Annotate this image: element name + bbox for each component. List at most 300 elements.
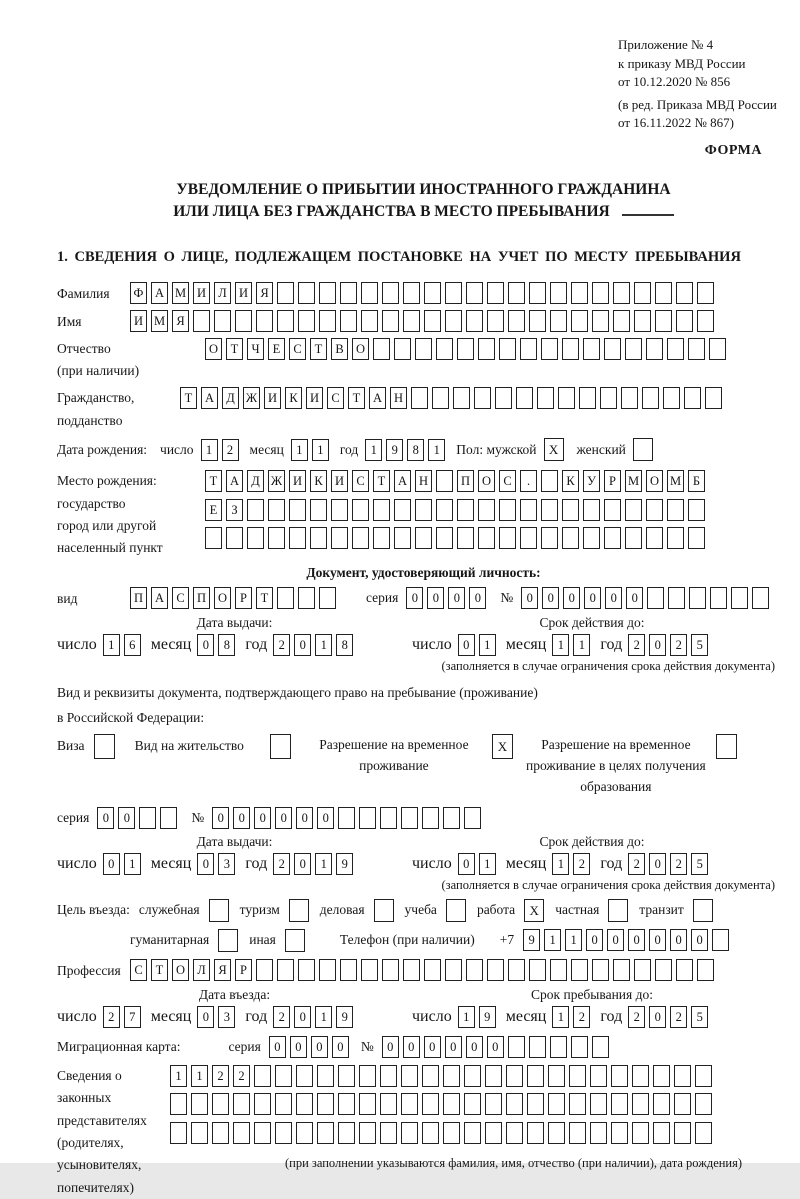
char-cell[interactable]: И — [130, 310, 147, 332]
char-cell[interactable]: К — [285, 387, 302, 409]
char-cell[interactable] — [464, 1122, 481, 1144]
char-cell[interactable] — [382, 959, 399, 981]
char-cell[interactable] — [139, 807, 156, 829]
char-cell[interactable]: О — [172, 959, 189, 981]
char-cell[interactable] — [298, 310, 315, 332]
char-cell[interactable] — [655, 959, 672, 981]
char-cell[interactable] — [676, 282, 693, 304]
char-cell[interactable] — [415, 338, 432, 360]
char-cell[interactable] — [382, 282, 399, 304]
char-cell[interactable] — [499, 527, 516, 549]
char-cell[interactable] — [373, 527, 390, 549]
char-cell[interactable]: С — [499, 470, 516, 492]
char-cell[interactable] — [298, 282, 315, 304]
char-cell[interactable] — [506, 1065, 523, 1087]
char-cell[interactable]: 0 — [275, 807, 292, 829]
char-cell[interactable] — [380, 1122, 397, 1144]
char-cell[interactable] — [359, 1093, 376, 1115]
char-cell[interactable]: 2 — [670, 853, 687, 875]
char-cell[interactable]: У — [583, 470, 600, 492]
purpose-transit-checkbox[interactable] — [693, 899, 713, 922]
char-cell[interactable] — [235, 310, 252, 332]
char-cell[interactable] — [422, 1093, 439, 1115]
char-cell[interactable]: 1 — [103, 634, 120, 656]
char-cell[interactable] — [457, 338, 474, 360]
char-cell[interactable] — [424, 310, 441, 332]
char-cell[interactable] — [520, 527, 537, 549]
char-cell[interactable] — [394, 338, 411, 360]
char-cell[interactable]: Ж — [268, 470, 285, 492]
char-cell[interactable]: 2 — [212, 1065, 229, 1087]
char-cell[interactable]: 1 — [312, 439, 329, 461]
char-cell[interactable]: С — [172, 587, 189, 609]
char-cell[interactable]: Н — [390, 387, 407, 409]
char-cell[interactable] — [558, 387, 575, 409]
char-cell[interactable] — [256, 310, 273, 332]
char-cell[interactable]: Т — [348, 387, 365, 409]
char-cell[interactable] — [583, 338, 600, 360]
char-cell[interactable] — [604, 338, 621, 360]
char-cell[interactable] — [277, 282, 294, 304]
char-cell[interactable] — [254, 1065, 271, 1087]
char-cell[interactable] — [632, 1065, 649, 1087]
char-cell[interactable] — [520, 499, 537, 521]
char-cell[interactable] — [212, 1122, 229, 1144]
char-cell[interactable] — [338, 807, 355, 829]
char-cell[interactable] — [268, 499, 285, 521]
char-cell[interactable] — [527, 1122, 544, 1144]
char-cell[interactable]: И — [193, 282, 210, 304]
char-cell[interactable]: И — [289, 470, 306, 492]
char-cell[interactable]: П — [457, 470, 474, 492]
char-cell[interactable] — [520, 338, 537, 360]
char-cell[interactable]: 0 — [290, 1036, 307, 1058]
char-cell[interactable] — [529, 959, 546, 981]
char-cell[interactable]: 5 — [691, 1006, 708, 1028]
char-cell[interactable]: О — [214, 587, 231, 609]
purpose-study-checkbox[interactable] — [446, 899, 466, 922]
char-cell[interactable]: 1 — [124, 853, 141, 875]
char-cell[interactable]: 2 — [670, 1006, 687, 1028]
char-cell[interactable]: 0 — [649, 1006, 666, 1028]
char-cell[interactable]: Р — [235, 959, 252, 981]
char-cell[interactable]: 0 — [212, 807, 229, 829]
char-cell[interactable] — [478, 499, 495, 521]
char-cell[interactable] — [604, 499, 621, 521]
char-cell[interactable] — [352, 527, 369, 549]
char-cell[interactable] — [655, 310, 672, 332]
char-cell[interactable]: 0 — [197, 1006, 214, 1028]
char-cell[interactable] — [317, 1122, 334, 1144]
char-cell[interactable]: . — [520, 470, 537, 492]
char-cell[interactable]: М — [667, 470, 684, 492]
char-cell[interactable] — [541, 338, 558, 360]
char-cell[interactable] — [422, 807, 439, 829]
char-cell[interactable] — [569, 1093, 586, 1115]
char-cell[interactable]: 9 — [336, 853, 353, 875]
char-cell[interactable]: С — [352, 470, 369, 492]
char-cell[interactable] — [731, 587, 748, 609]
char-cell[interactable]: 0 — [521, 587, 538, 609]
char-cell[interactable] — [695, 1065, 712, 1087]
char-cell[interactable]: 0 — [542, 587, 559, 609]
purpose-private-checkbox[interactable] — [608, 899, 628, 922]
char-cell[interactable] — [495, 387, 512, 409]
char-cell[interactable]: 1 — [565, 929, 582, 951]
char-cell[interactable] — [571, 959, 588, 981]
char-cell[interactable] — [548, 1065, 565, 1087]
char-cell[interactable]: С — [327, 387, 344, 409]
char-cell[interactable] — [646, 527, 663, 549]
char-cell[interactable] — [625, 527, 642, 549]
char-cell[interactable] — [338, 1065, 355, 1087]
char-cell[interactable] — [432, 387, 449, 409]
char-cell[interactable] — [697, 310, 714, 332]
char-cell[interactable] — [625, 499, 642, 521]
char-cell[interactable] — [508, 1036, 525, 1058]
char-cell[interactable] — [411, 387, 428, 409]
char-cell[interactable]: 0 — [118, 807, 135, 829]
char-cell[interactable] — [170, 1122, 187, 1144]
char-cell[interactable] — [506, 1093, 523, 1115]
char-cell[interactable] — [613, 959, 630, 981]
char-cell[interactable]: И — [306, 387, 323, 409]
char-cell[interactable]: 0 — [254, 807, 271, 829]
char-cell[interactable] — [436, 527, 453, 549]
char-cell[interactable]: 1 — [191, 1065, 208, 1087]
char-cell[interactable] — [537, 387, 554, 409]
char-cell[interactable] — [317, 1093, 334, 1115]
char-cell[interactable] — [373, 499, 390, 521]
char-cell[interactable]: К — [310, 470, 327, 492]
char-cell[interactable] — [359, 1065, 376, 1087]
char-cell[interactable] — [611, 1122, 628, 1144]
char-cell[interactable]: 0 — [103, 853, 120, 875]
char-cell[interactable] — [508, 959, 525, 981]
char-cell[interactable]: А — [151, 282, 168, 304]
char-cell[interactable] — [403, 959, 420, 981]
char-cell[interactable] — [233, 1122, 250, 1144]
char-cell[interactable] — [436, 499, 453, 521]
char-cell[interactable]: 0 — [649, 634, 666, 656]
char-cell[interactable]: 1 — [315, 853, 332, 875]
char-cell[interactable] — [214, 310, 231, 332]
char-cell[interactable]: 2 — [233, 1065, 250, 1087]
char-cell[interactable]: 0 — [233, 807, 250, 829]
char-cell[interactable]: С — [289, 338, 306, 360]
char-cell[interactable]: 2 — [670, 634, 687, 656]
char-cell[interactable]: 9 — [523, 929, 540, 951]
purpose-business-checkbox[interactable] — [374, 899, 394, 922]
char-cell[interactable]: Л — [214, 282, 231, 304]
char-cell[interactable]: 7 — [124, 1006, 141, 1028]
char-cell[interactable] — [443, 1122, 460, 1144]
char-cell[interactable] — [296, 1122, 313, 1144]
char-cell[interactable] — [361, 282, 378, 304]
char-cell[interactable] — [569, 1065, 586, 1087]
char-cell[interactable] — [709, 338, 726, 360]
char-cell[interactable]: О — [646, 470, 663, 492]
char-cell[interactable] — [541, 527, 558, 549]
char-cell[interactable]: 0 — [294, 853, 311, 875]
char-cell[interactable]: 0 — [424, 1036, 441, 1058]
char-cell[interactable] — [319, 587, 336, 609]
temporary-residence-education-checkbox[interactable] — [716, 734, 737, 759]
char-cell[interactable]: 1 — [479, 634, 496, 656]
char-cell[interactable]: 0 — [563, 587, 580, 609]
char-cell[interactable] — [401, 807, 418, 829]
char-cell[interactable] — [170, 1093, 187, 1115]
char-cell[interactable]: 0 — [458, 853, 475, 875]
char-cell[interactable]: 2 — [273, 634, 290, 656]
char-cell[interactable] — [499, 338, 516, 360]
char-cell[interactable] — [592, 282, 609, 304]
char-cell[interactable] — [583, 527, 600, 549]
char-cell[interactable] — [697, 959, 714, 981]
char-cell[interactable] — [695, 1122, 712, 1144]
char-cell[interactable]: 0 — [382, 1036, 399, 1058]
char-cell[interactable]: 0 — [445, 1036, 462, 1058]
char-cell[interactable] — [310, 527, 327, 549]
char-cell[interactable] — [401, 1093, 418, 1115]
char-cell[interactable] — [642, 387, 659, 409]
char-cell[interactable]: А — [369, 387, 386, 409]
char-cell[interactable] — [478, 527, 495, 549]
char-cell[interactable]: 0 — [448, 587, 465, 609]
char-cell[interactable]: В — [331, 338, 348, 360]
char-cell[interactable] — [646, 499, 663, 521]
char-cell[interactable]: Т — [310, 338, 327, 360]
visa-checkbox[interactable] — [94, 734, 115, 759]
char-cell[interactable]: Т — [205, 470, 222, 492]
char-cell[interactable] — [466, 310, 483, 332]
char-cell[interactable]: 0 — [607, 929, 624, 951]
char-cell[interactable]: Р — [235, 587, 252, 609]
char-cell[interactable]: 2 — [273, 853, 290, 875]
char-cell[interactable]: И — [264, 387, 281, 409]
char-cell[interactable] — [550, 310, 567, 332]
char-cell[interactable] — [380, 1093, 397, 1115]
purpose-work-checkbox[interactable]: X — [524, 899, 544, 922]
char-cell[interactable] — [422, 1065, 439, 1087]
residence-permit-checkbox[interactable] — [270, 734, 291, 759]
char-cell[interactable]: 0 — [427, 587, 444, 609]
char-cell[interactable] — [562, 499, 579, 521]
char-cell[interactable] — [340, 282, 357, 304]
char-cell[interactable] — [632, 1093, 649, 1115]
char-cell[interactable] — [697, 282, 714, 304]
char-cell[interactable] — [277, 959, 294, 981]
char-cell[interactable]: 8 — [336, 634, 353, 656]
char-cell[interactable] — [550, 959, 567, 981]
char-cell[interactable]: 2 — [273, 1006, 290, 1028]
char-cell[interactable] — [310, 499, 327, 521]
char-cell[interactable] — [684, 387, 701, 409]
char-cell[interactable]: 0 — [197, 634, 214, 656]
char-cell[interactable] — [688, 338, 705, 360]
char-cell[interactable]: О — [478, 470, 495, 492]
char-cell[interactable] — [674, 1093, 691, 1115]
char-cell[interactable] — [277, 587, 294, 609]
char-cell[interactable] — [562, 338, 579, 360]
char-cell[interactable] — [424, 959, 441, 981]
char-cell[interactable]: Ж — [243, 387, 260, 409]
sex-male-checkbox[interactable]: X — [544, 438, 564, 461]
char-cell[interactable] — [695, 1093, 712, 1115]
char-cell[interactable] — [275, 1065, 292, 1087]
char-cell[interactable] — [394, 499, 411, 521]
char-cell[interactable]: 0 — [403, 1036, 420, 1058]
char-cell[interactable] — [466, 959, 483, 981]
char-cell[interactable] — [600, 387, 617, 409]
char-cell[interactable] — [653, 1093, 670, 1115]
char-cell[interactable]: 2 — [573, 853, 590, 875]
char-cell[interactable] — [550, 282, 567, 304]
char-cell[interactable] — [646, 338, 663, 360]
char-cell[interactable]: 1 — [544, 929, 561, 951]
char-cell[interactable] — [474, 387, 491, 409]
char-cell[interactable] — [380, 1065, 397, 1087]
char-cell[interactable]: 0 — [458, 634, 475, 656]
char-cell[interactable] — [403, 310, 420, 332]
char-cell[interactable]: 8 — [407, 439, 424, 461]
char-cell[interactable] — [296, 1065, 313, 1087]
char-cell[interactable] — [569, 1122, 586, 1144]
char-cell[interactable]: Я — [172, 310, 189, 332]
char-cell[interactable] — [676, 310, 693, 332]
char-cell[interactable] — [647, 587, 664, 609]
char-cell[interactable] — [319, 959, 336, 981]
char-cell[interactable] — [424, 282, 441, 304]
char-cell[interactable]: И — [331, 470, 348, 492]
char-cell[interactable] — [443, 1065, 460, 1087]
char-cell[interactable] — [506, 1122, 523, 1144]
char-cell[interactable] — [550, 1036, 567, 1058]
char-cell[interactable]: 0 — [97, 807, 114, 829]
char-cell[interactable]: 0 — [469, 587, 486, 609]
char-cell[interactable] — [445, 959, 462, 981]
char-cell[interactable]: А — [226, 470, 243, 492]
char-cell[interactable]: 2 — [628, 634, 645, 656]
char-cell[interactable] — [541, 499, 558, 521]
char-cell[interactable] — [352, 499, 369, 521]
char-cell[interactable]: А — [394, 470, 411, 492]
char-cell[interactable] — [340, 310, 357, 332]
char-cell[interactable] — [674, 1065, 691, 1087]
char-cell[interactable] — [359, 807, 376, 829]
char-cell[interactable] — [298, 587, 315, 609]
char-cell[interactable]: 0 — [605, 587, 622, 609]
purpose-humanitarian-checkbox[interactable] — [218, 929, 238, 952]
char-cell[interactable]: А — [201, 387, 218, 409]
char-cell[interactable]: 0 — [584, 587, 601, 609]
char-cell[interactable] — [548, 1093, 565, 1115]
char-cell[interactable] — [317, 1065, 334, 1087]
char-cell[interactable] — [592, 1036, 609, 1058]
purpose-official-checkbox[interactable] — [209, 899, 229, 922]
char-cell[interactable]: 6 — [124, 634, 141, 656]
char-cell[interactable] — [415, 527, 432, 549]
char-cell[interactable] — [668, 587, 685, 609]
char-cell[interactable] — [275, 1122, 292, 1144]
char-cell[interactable] — [464, 1065, 481, 1087]
char-cell[interactable] — [289, 499, 306, 521]
char-cell[interactable]: Р — [604, 470, 621, 492]
char-cell[interactable] — [541, 470, 558, 492]
char-cell[interactable] — [625, 338, 642, 360]
char-cell[interactable] — [457, 499, 474, 521]
char-cell[interactable] — [653, 1122, 670, 1144]
char-cell[interactable]: 0 — [487, 1036, 504, 1058]
char-cell[interactable] — [529, 310, 546, 332]
char-cell[interactable]: И — [235, 282, 252, 304]
char-cell[interactable] — [655, 282, 672, 304]
char-cell[interactable]: 3 — [218, 853, 235, 875]
char-cell[interactable] — [191, 1122, 208, 1144]
char-cell[interactable]: 0 — [332, 1036, 349, 1058]
char-cell[interactable] — [275, 1093, 292, 1115]
char-cell[interactable] — [247, 527, 264, 549]
char-cell[interactable] — [590, 1093, 607, 1115]
char-cell[interactable]: Н — [415, 470, 432, 492]
char-cell[interactable]: 0 — [406, 587, 423, 609]
char-cell[interactable]: 1 — [291, 439, 308, 461]
char-cell[interactable] — [689, 587, 706, 609]
char-cell[interactable]: К — [562, 470, 579, 492]
char-cell[interactable] — [592, 959, 609, 981]
char-cell[interactable] — [634, 310, 651, 332]
char-cell[interactable]: 9 — [479, 1006, 496, 1028]
char-cell[interactable] — [485, 1093, 502, 1115]
char-cell[interactable]: Т — [151, 959, 168, 981]
char-cell[interactable] — [508, 282, 525, 304]
char-cell[interactable]: Ф — [130, 282, 147, 304]
char-cell[interactable] — [380, 807, 397, 829]
char-cell[interactable]: Е — [205, 499, 222, 521]
char-cell[interactable] — [160, 807, 177, 829]
char-cell[interactable] — [583, 499, 600, 521]
char-cell[interactable]: 1 — [201, 439, 218, 461]
char-cell[interactable] — [359, 1122, 376, 1144]
char-cell[interactable] — [319, 310, 336, 332]
char-cell[interactable] — [401, 1122, 418, 1144]
char-cell[interactable] — [571, 282, 588, 304]
char-cell[interactable]: 0 — [317, 807, 334, 829]
char-cell[interactable] — [338, 1093, 355, 1115]
char-cell[interactable] — [487, 282, 504, 304]
char-cell[interactable] — [487, 959, 504, 981]
char-cell[interactable] — [611, 1065, 628, 1087]
char-cell[interactable]: 0 — [670, 929, 687, 951]
char-cell[interactable] — [516, 387, 533, 409]
char-cell[interactable] — [634, 959, 651, 981]
char-cell[interactable] — [233, 1093, 250, 1115]
char-cell[interactable] — [527, 1065, 544, 1087]
char-cell[interactable] — [592, 310, 609, 332]
char-cell[interactable] — [613, 282, 630, 304]
char-cell[interactable]: 1 — [428, 439, 445, 461]
char-cell[interactable] — [667, 527, 684, 549]
char-cell[interactable] — [464, 807, 481, 829]
char-cell[interactable]: 1 — [170, 1065, 187, 1087]
char-cell[interactable] — [191, 1093, 208, 1115]
char-cell[interactable]: О — [352, 338, 369, 360]
char-cell[interactable] — [277, 310, 294, 332]
char-cell[interactable]: 8 — [218, 634, 235, 656]
char-cell[interactable]: 1 — [315, 634, 332, 656]
char-cell[interactable]: Т — [180, 387, 197, 409]
char-cell[interactable]: 0 — [466, 1036, 483, 1058]
